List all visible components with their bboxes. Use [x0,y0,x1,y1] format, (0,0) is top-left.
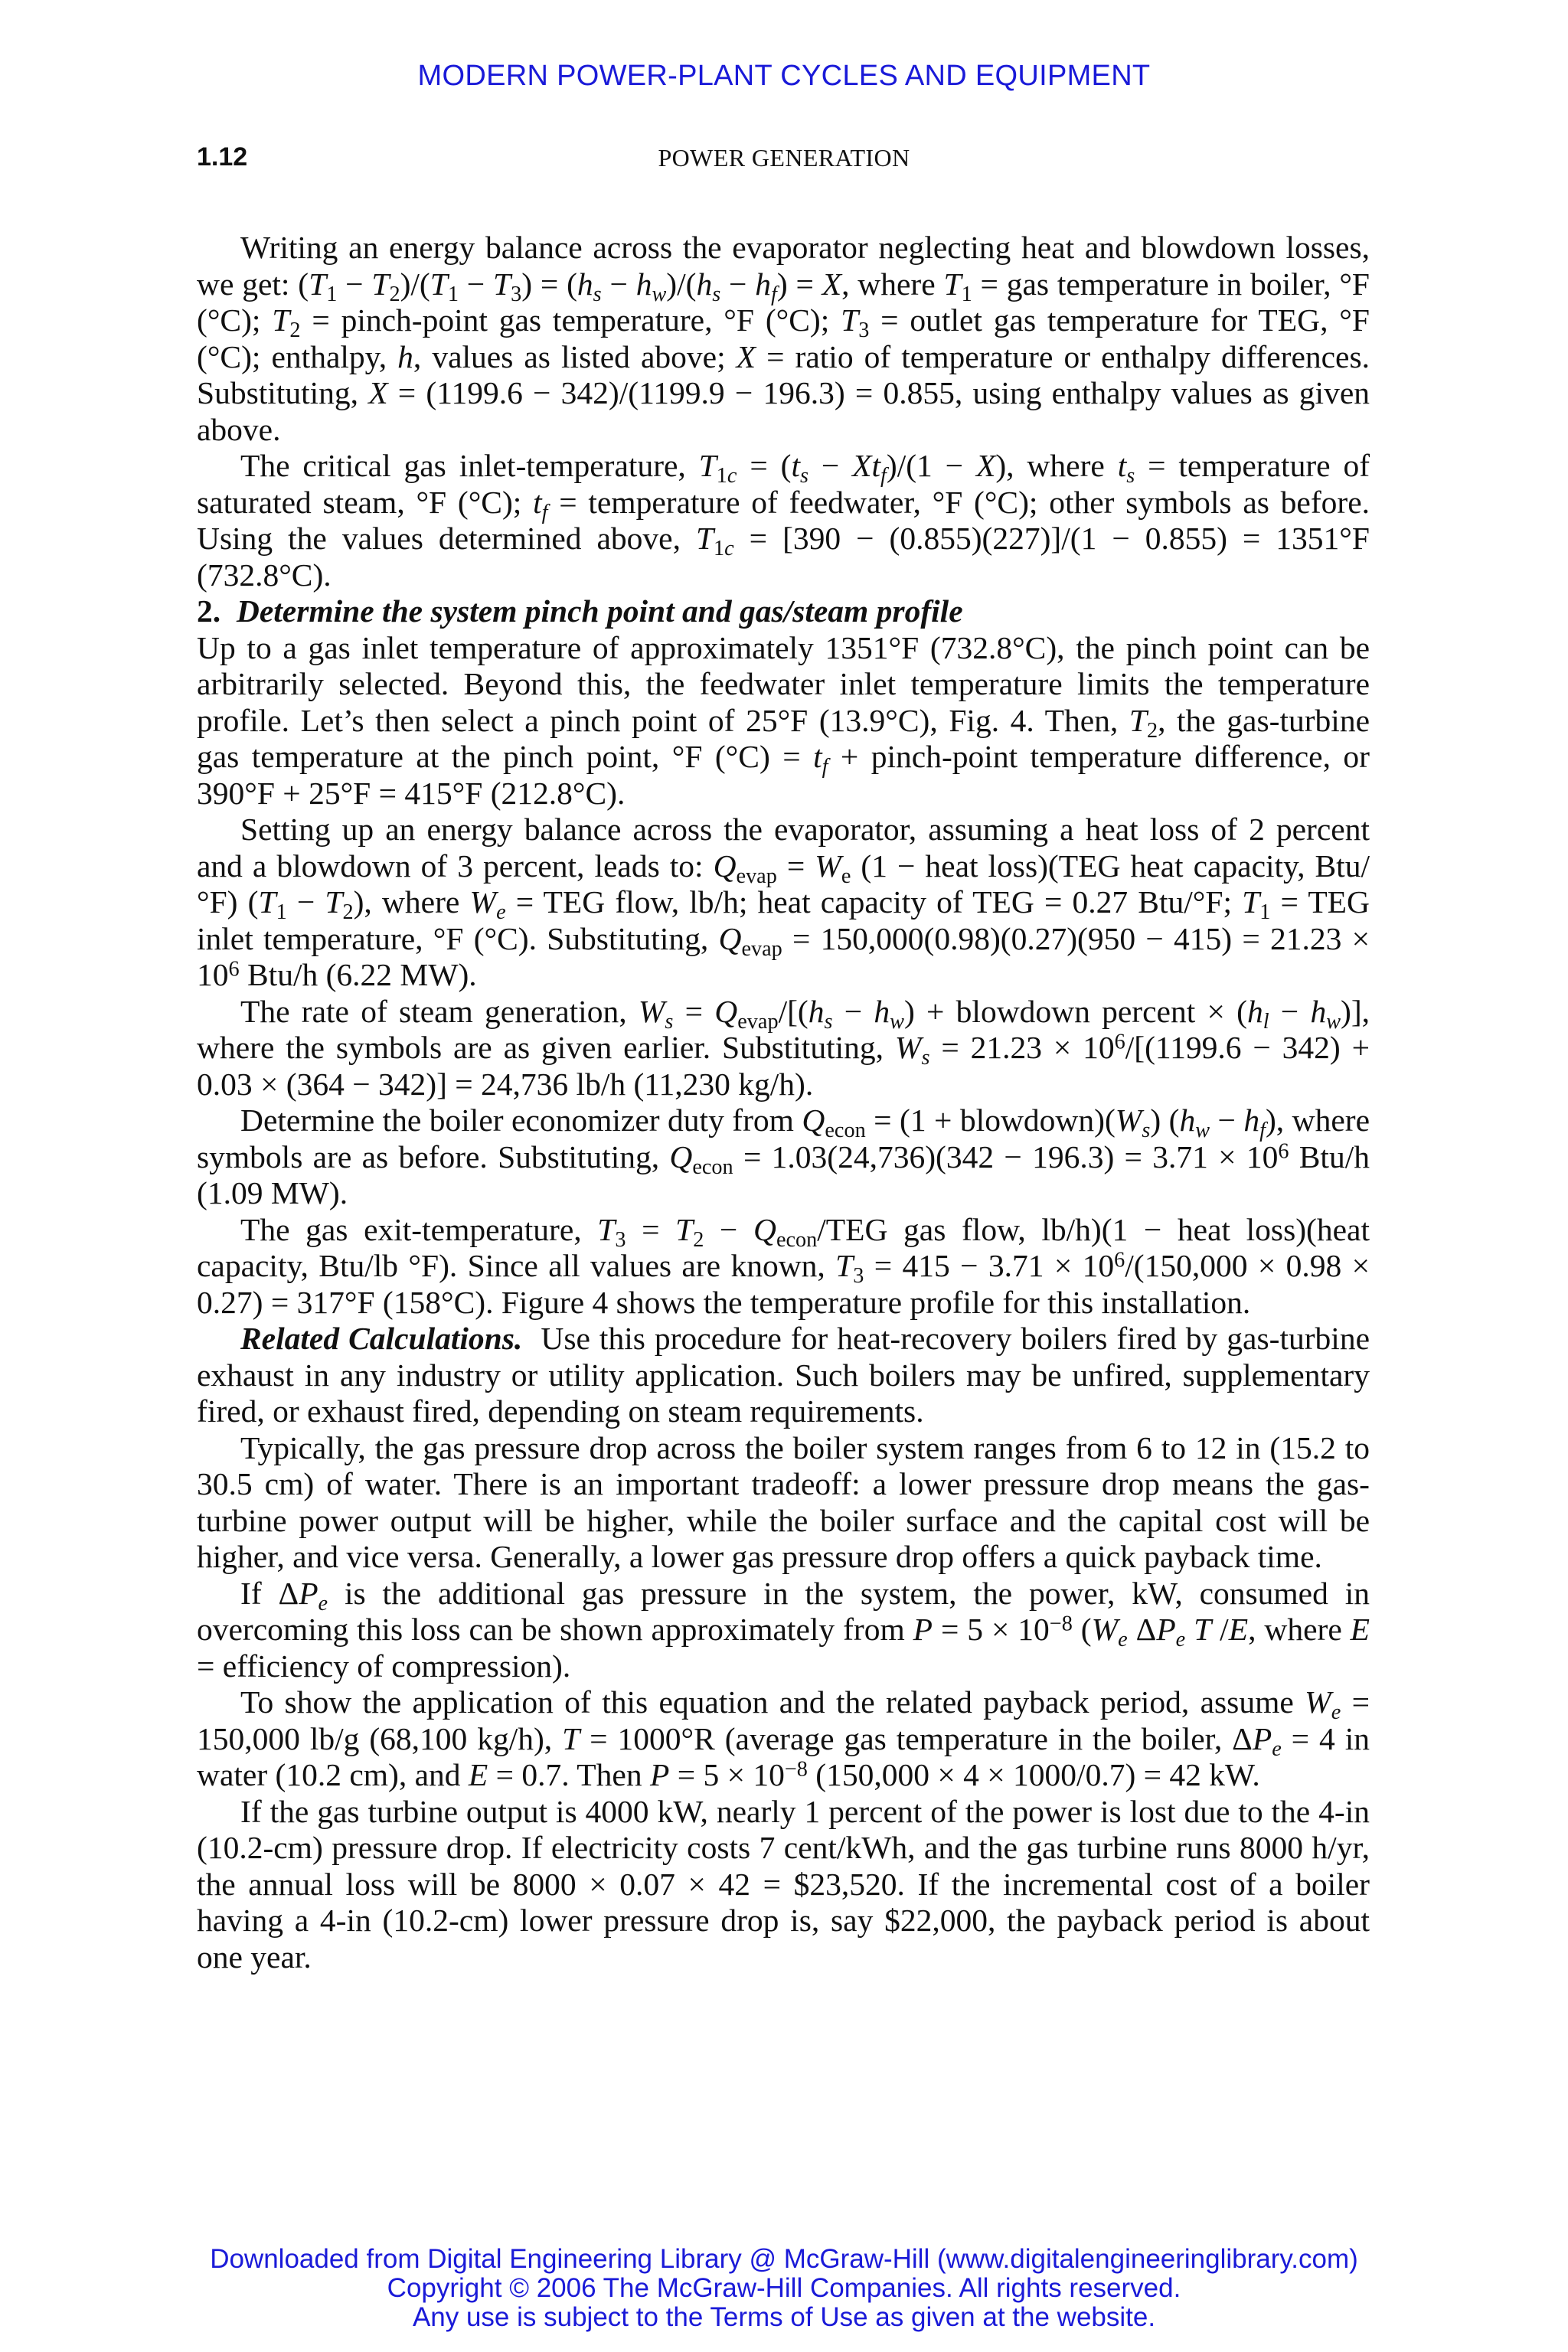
footer-copyright[interactable]: Copyright © 2006 The McGraw-Hill Companies. All rights reserved. [387,2273,1181,2303]
paragraph-critical-inlet-temperature: The critical gas inlet-temperature, $T_{1c} = (t_s - Xt_f)/(1 - X)$, where $t_s$ = temperature of saturated steam, °F (°C); $t_f$ = temperature of feedwater, °F (°C); other symbols as before. Using the values determined above, $T_{1c} = [390 - (0.855)(227)]/(1 - 0.855) = 1351^\circ F$ (732.8°C). [197,448,1370,593]
page-body [197,230,1370,1975]
paragraph-pinch-point: Up to a gas inlet temperature of approximately 1351°F (732.8°C), the pinch point can be arbitrarily selected. Beyond this, the feedwater inlet temperature limits the temperature profile. Let’s then select a pinch point of 25°F (13.9°C), Fig. 4. Then, $T_2$, the gas-turbine gas temperature at the pinch point, °F $(^\circ C) = t_f$ + pinch-point temperature difference, or 390°F + 25°F = 415°F (212.8°C). [197,629,1370,811]
step-2-heading: 2. Determine the system pinch point and gas/steam profile [197,593,963,629]
running-head: POWER GENERATION [658,144,910,172]
download-footer [0,2245,1568,2332]
paragraph-steam-generation: The rate of steam generation, $W_s = Q_{evap}/[(h_s - h_w)$ + blowdown percent × $(h_l - h_w)$], where the symbols are as given earlier. Substituting, $W_s = 21.23 \times 10^6/[(1199.6 - 342) + 0.03 \times (364 - 342)] = 24,736$ lb/h (11,230 kg/h). [197,993,1370,1102]
paragraph-related-calculations: Related Calculations. Use this procedure for heat-recovery boilers fired by gas-turbine exhaust in any industry or utility application. Such boilers may be unfired, supplementary fired, or exhaust fired, depending on steam requirements. [197,1321,1370,1429]
paragraph-power-loss-equation: If $\Delta P_e$ is the additional gas pressure in the system, the power, kW, consumed in overcoming this loss can be shown approximately from $P = 5 \times 10^{-8}$ ($W_e$ $\Delta P_e$ T /E, where E = efficiency of compression). [197,1575,1370,1684]
paragraph-payback-example: To show the application of this equation and the related payback period, assume $W_e = 150,000$ lb/g (68,100 kg/h), T = 1000°R (average gas temperature in the boiler, $\Delta P_e = 4$ in water (10.2 cm), and E = 0.7. Then $P = 5 \times 10^{-8}$ (150,000 × 4 × 1000/0.7) = 42 kW. [197,1684,1370,1792]
footer-download-link[interactable]: Downloaded from Digital Engineering Library @ McGraw-Hill (www.digitalengineeringlibrary.com) [210,2244,1358,2274]
related-calculations-heading: Related Calculations. [240,1321,523,1356]
book-title-banner[interactable]: MODERN POWER-PLANT CYCLES AND EQUIPMENT [417,60,1151,92]
paragraph-energy-balance: Writing an energy balance across the evaporator neglecting heat and blowdown losses, we get: $(T_1 - T_2)/(T_1 - T_3) = (h_s - h_w)/(h_s - h_f) = X$, where $T_1$ = gas temperature in boiler, °F (°C); $T_2$ = pinch-point gas temperature, °F (°C); $T_3$ = outlet gas temperature for TEG, °F (°C); enthalpy, h, values as listed above; X = ratio of temperature or enthalpy differences. Substituting, X = (1199.6 − 342)/(1199.9 − 196.3) = 0.855, using enthalpy values as given above. [197,230,1370,447]
footer-terms[interactable]: Any use is subject to the Terms of Use as given at the website. [412,2302,1156,2332]
paragraph-exit-temperature: The gas exit-temperature, $T_3 = T_2 - Q_{econ}/TEG$ gas flow, lb/h)(1 − heat loss)(heat capacity, Btu/lb °F). Since all values are known, $T_3 = 415 - 3.71 \times 10^6/(150,000 \times 0.98 \times 0.27) = 317^\circ F$ (158°C). Figure 4 shows the temperature profile for this installation. [197,1211,1370,1320]
page-number: 1.12 [197,142,248,172]
paragraph-pressure-drop: Typically, the gas pressure drop across the boiler system ranges from 6 to 12 in (15.2 to 30.5 cm) of water. There is an important tradeoff: a lower pressure drop means the gas-turbine power output will be higher, while the boiler surface and the capital cost will be higher, and vice versa. Generally, a lower gas pressure drop offers a quick payback time. [197,1429,1370,1574]
paragraph-annual-loss: If the gas turbine output is 4000 kW, nearly 1 percent of the power is lost due to the 4-in (10.2-cm) pressure drop. If electricity costs 7 cent/kWh, and the gas turbine runs 8000 h/yr, the annual loss will be 8000 × 0.07 × 42 = $23,520. If the incremental cost of a boiler having a 4-in (10.2-cm) lower pressure drop is, say $22,000, the payback period is about one year. [197,1793,1370,1975]
paragraph-evaporator-duty: Setting up an energy balance across the evaporator, assuming a heat loss of 2 percent and a blowdown of 3 percent, leads to: $Q_{evap} = W_e$ (1 − heat loss)(TEG heat capacity, Btu/°F) $(T_1 - T_2)$, where $W_e$ = TEG flow, lb/h; heat capacity of TEG = 0.27 Btu/°F; $T_1$ = TEG inlet temperature, °F (°C). Substituting, $Q_{evap} = 150,000(0.98)(0.27)(950 - 415) = 21.23 \times 10^6$ Btu/h (6.22 MW). [197,812,1370,992]
paragraph-economizer-duty: Determine the boiler economizer duty from $Q_{econ} = (1$ + $blowdown)(W_s)$ $(h_w - h_f)$, where symbols are as before. Substituting, $Q_{econ} = 1.03(24,736)(342 - 196.3) = 3.71 \times 10^6$ Btu/h (1.09 MW). [197,1102,1370,1210]
